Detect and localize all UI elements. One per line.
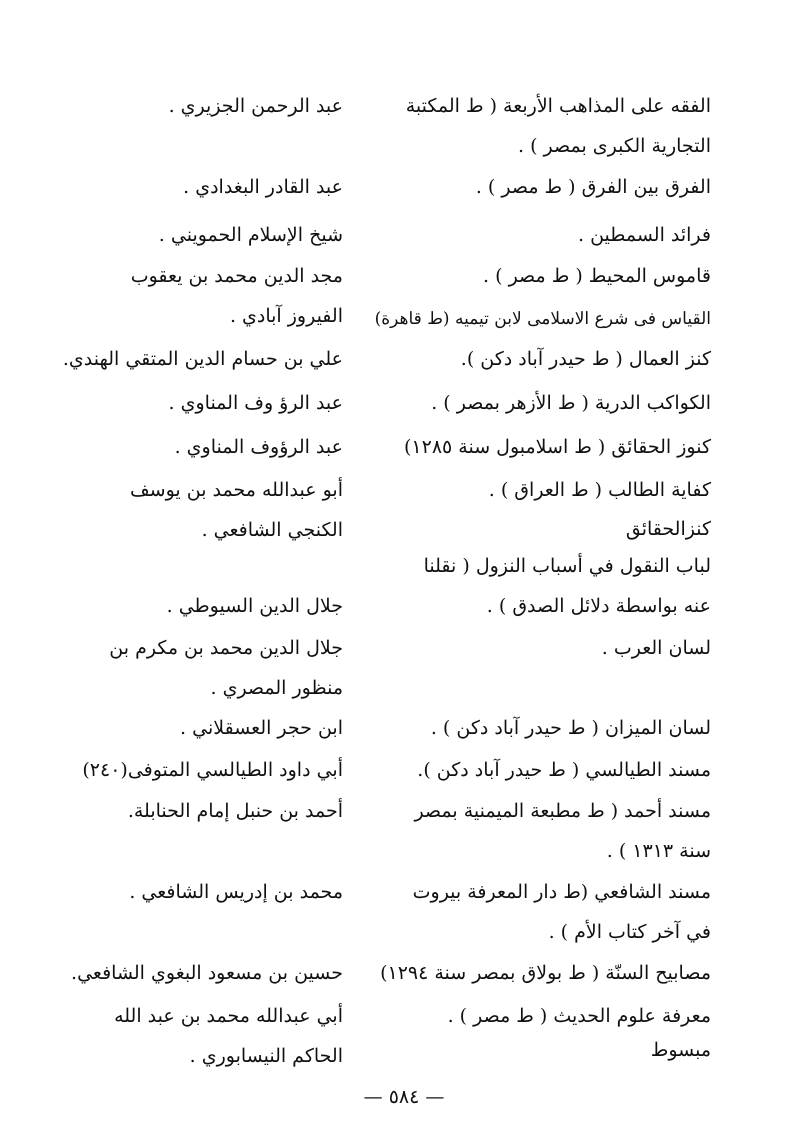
book-title-line: مسند الطيالسي ( ط حيدر آباد دكن ). <box>417 759 711 781</box>
author-name-line: جلال الدين السيوطي . <box>166 595 343 617</box>
book-title-line: كنوز الحقائق ( ط اسلامبول سنة ١٢٨٥) <box>403 436 711 458</box>
book-title-line: قاموس المحيط ( ط مصر ) . <box>483 265 711 287</box>
author-name-line: أبي عبدالله محمد بن عبد الله <box>114 1005 343 1027</box>
book-title-line: مسند أحمد ( ط مطبعة الميمنية بمصر <box>414 800 711 822</box>
book-title-line: عنه بواسطة دلائل الصدق ) . <box>486 595 711 617</box>
author-name-line: أبي داود الطيالسي المتوفى(٢٤٠) <box>82 759 343 781</box>
book-title-line: كنز العمال ( ط حيدر آباد دكن ). <box>460 348 711 370</box>
book-title-line: كفاية الطالب ( ط العراق ) . <box>488 479 711 501</box>
book-title-line: فرائد السمطين . <box>577 224 711 246</box>
book-title-line: في آخر كتاب الأم ) . <box>548 921 711 943</box>
author-name-line: أحمد بن حنبل إمام الحنابلة. <box>127 800 343 822</box>
book-title-line: القياس فى شرع الاسلامى لابن تيميه (ط قاهرة) <box>374 309 711 329</box>
book-title-line: التجارية الكبرى بمصر ) . <box>518 135 711 157</box>
book-title-line: لباب النقول في أسباب النزول ( نقلنا <box>423 555 711 577</box>
book-title-line: الكواكب الدرية ( ط الأزهر بمصر ) . <box>431 392 711 414</box>
book-title-line: مبسوط <box>650 1039 711 1061</box>
book-title-line: لسان العرب . <box>601 637 711 659</box>
book-title-line: الفرق بين الفرق ( ط مصر ) . <box>475 176 711 198</box>
author-name-line: عبد الرحمن الجزيري . <box>168 95 343 117</box>
book-title-line: كنزالحقائق <box>625 518 711 540</box>
book-title-line: الفقه على المذاهب الأربعة ( ط المكتبة <box>405 95 711 117</box>
author-name-line: مجد الدين محمد بن يعقوب <box>130 265 343 287</box>
author-name-line: أبو عبدالله محمد بن يوسف <box>130 479 343 501</box>
page-number: — ٥٨٤ — <box>363 1086 445 1108</box>
author-name-line: جلال الدين محمد بن مكرم بن <box>109 637 343 659</box>
author-name-line: منظور المصري . <box>210 677 343 699</box>
book-title-line: مصابيح السنّة ( ط بولاق بمصر سنة ١٢٩٤) <box>380 962 711 984</box>
author-name-line: عبد الرؤوف المناوي . <box>174 436 343 458</box>
author-name-line: شيخ الإسلام الحمويني . <box>158 224 343 246</box>
author-name-line: الفيروز آبادي . <box>229 305 343 327</box>
author-name-line: محمد بن إدريس الشافعي . <box>129 881 343 903</box>
book-title-line: معرفة علوم الحديث ( ط مصر ) . <box>447 1005 711 1027</box>
book-title-line: سنة ١٣١٣ ) . <box>606 840 711 862</box>
author-name-line: ابن حجر العسقلاني . <box>180 717 343 739</box>
book-title-line: مسند الشافعي (ط دار المعرفة بيروت <box>412 881 711 903</box>
book-title-line: لسان الميزان ( ط حيدر آباد دكن ) . <box>430 717 711 739</box>
author-name-line: حسين بن مسعود البغوي الشافعي. <box>71 962 343 984</box>
author-name-line: عبد القادر البغدادي . <box>183 176 343 198</box>
author-name-line: عبد الرؤ وف المناوي . <box>168 392 343 414</box>
author-name-line: الحاكم النيسابوري . <box>189 1045 343 1067</box>
author-name-line: الكنجي الشافعي . <box>201 519 343 541</box>
author-name-line: علي بن حسام الدين المتقي الهندي. <box>62 348 343 370</box>
